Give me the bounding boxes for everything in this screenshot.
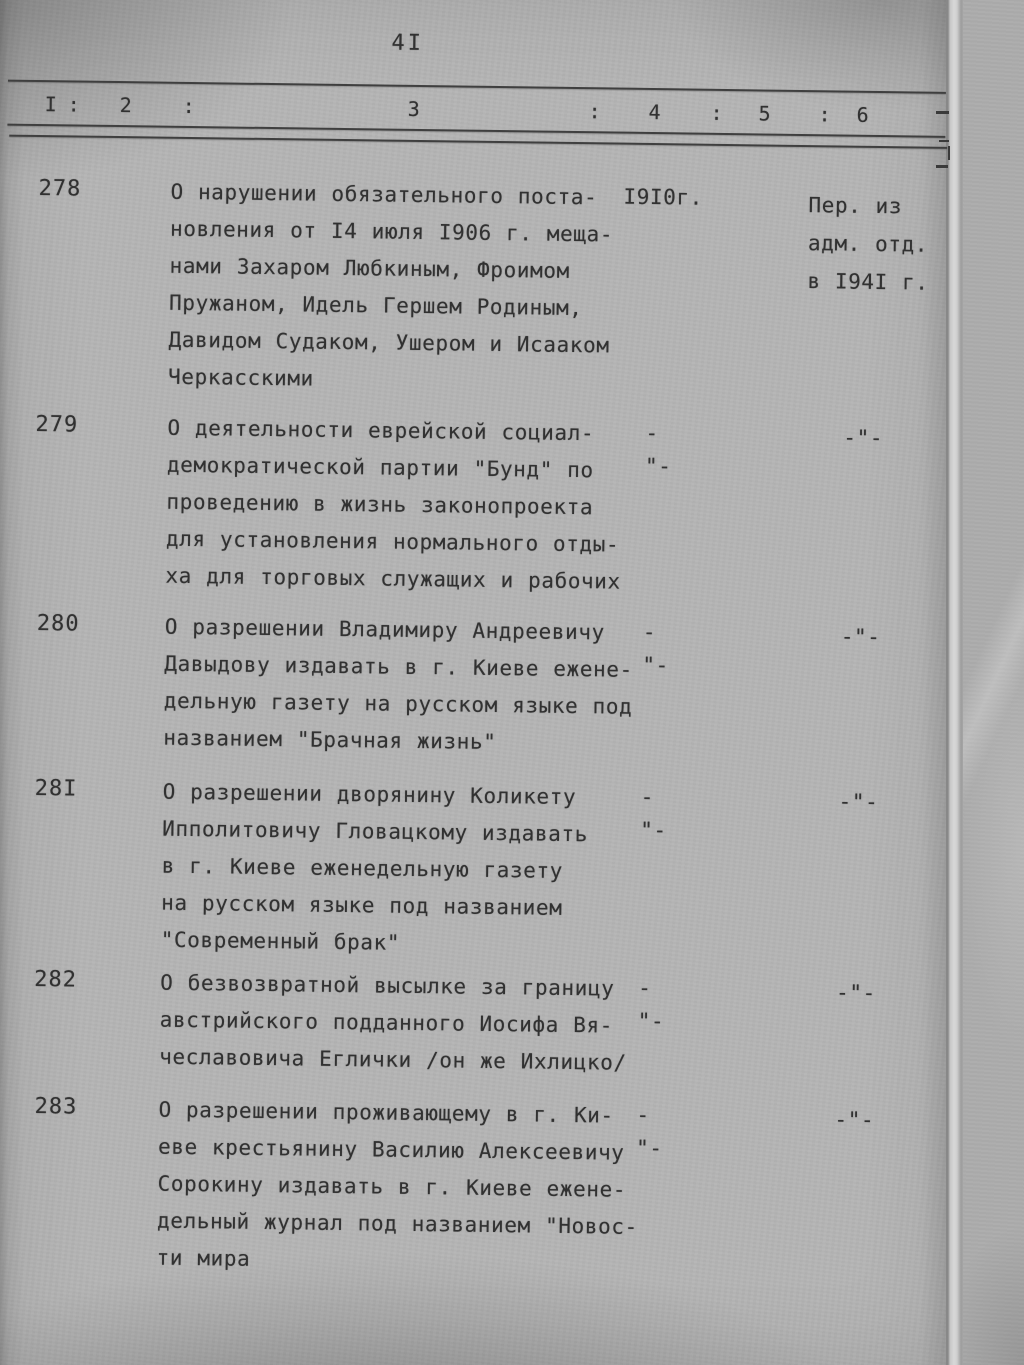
entry-description-line: ха для торговых служащих и рабочих — [165, 563, 621, 594]
entry-note-line: адм. отд. — [807, 231, 929, 257]
entry-number: 280 — [36, 611, 80, 637]
table-header-bottom-rule-2 — [9, 135, 947, 149]
entry-note-ditto: -"- — [835, 980, 877, 1006]
entry-description-line: О деятельности еврейской социал- — [167, 415, 595, 446]
entry-description-line: "Современный брак" — [160, 927, 401, 955]
entry-description — [156, 1092, 639, 1283]
entry-description-line: Давыдову издавать в г. Киеве ежене- — [164, 651, 634, 682]
entry-date-ditto: -"- — [642, 619, 670, 678]
header-column-3: 3 — [407, 96, 420, 121]
entry-note-line: Пер. из — [808, 193, 903, 219]
entry-description-line: чеславовича Еглички /он же Ихлицко/ — [159, 1044, 627, 1075]
entry-description — [161, 774, 589, 965]
entry-description-line: новления от I4 июля I906 г. меща- — [169, 216, 614, 247]
header-column-separator: : — [818, 102, 831, 127]
edge-tick — [948, 146, 950, 160]
entry-date: I9I0г. — [623, 184, 704, 210]
entry-description-line: в г. Киеве еженедельную газету — [161, 853, 564, 883]
entry-note — [836, 974, 876, 1013]
entry-description-line: О безвозвратной высылке за границу — [160, 970, 615, 1001]
edge-tick — [936, 165, 948, 168]
header-column-separator: : — [588, 99, 601, 124]
entry-description-line: Сорокину издавать в г. Киеве ежене- — [157, 1171, 627, 1202]
entry-date-ditto: -"- — [644, 420, 672, 479]
entry-note — [838, 783, 878, 822]
page-number: 4I — [391, 30, 425, 57]
header-column-I: I — [44, 92, 57, 117]
header-column-6: 6 — [856, 102, 869, 127]
entry-description-line: австрийского подданного Иосифа Вя- — [159, 1007, 614, 1038]
entry-note-ditto: -"- — [840, 624, 881, 650]
edge-tick — [939, 140, 949, 142]
page-edge — [946, 0, 963, 1365]
header-column-separator: : — [710, 100, 723, 125]
entry-note — [807, 186, 930, 302]
entry-description-line: ти мира — [156, 1245, 251, 1271]
header-column-4: 4 — [648, 99, 661, 125]
entry-number: 283 — [34, 1094, 78, 1120]
entry-number: 28I — [34, 775, 78, 802]
entry-description-line: Черкасскими — [167, 364, 314, 391]
edge-tick — [936, 111, 949, 114]
entry-note — [834, 1100, 874, 1139]
entry-description-line: проведению в жизнь законопроекта — [166, 489, 594, 520]
entry-description-line: еве крестьянину Василию Алексеевичу — [157, 1134, 625, 1165]
entry-description-line: Давидом Судаком, Ушером и Исааком — [168, 327, 610, 358]
backing-sheet — [963, 0, 1024, 1365]
entry-number: 278 — [38, 175, 82, 202]
entry-description-line: О нарушении обязательного поста- — [170, 179, 598, 210]
entry-description — [159, 965, 628, 1082]
entry-description-line: нами Захаром Любкиным, Фроимом — [169, 253, 570, 283]
table-header-row — [0, 91, 950, 129]
entry-description-line: названием "Брачная жизнь" — [163, 725, 497, 755]
header-column-5: 5 — [758, 101, 771, 126]
entry-description-line: демократической партии "Бунд" по — [166, 452, 594, 483]
entry-description-line: дельную газету на русском языке под — [163, 688, 633, 719]
entry-description-line: Пружаном, Идель Гершем Родиным, — [168, 290, 583, 321]
header-column-2: 2 — [119, 93, 132, 118]
entry-description-line: О разрешении Владимиру Андреевичу — [164, 614, 606, 645]
entry-note-ditto: -"- — [838, 789, 879, 815]
entry-description-line: на русском языке под названием — [161, 890, 563, 920]
table-top-rule — [8, 80, 946, 94]
entry-note — [843, 419, 883, 458]
entry-description-line: Ипполитовичу Гловацкому издавать — [162, 816, 589, 847]
entry-description — [163, 609, 633, 763]
entry-description-line: дельный журнал под названием "Новос- — [156, 1208, 638, 1239]
entry-description-line: О разрешении проживающему в г. Ки- — [158, 1097, 614, 1128]
entry-note — [841, 618, 881, 657]
entry-note-ditto: -"- — [843, 425, 884, 451]
entry-number: 282 — [34, 967, 78, 993]
entry-description — [165, 410, 623, 601]
entry-description-line: О разрешении дворянину Коликету — [162, 779, 577, 810]
entry-note-ditto: -"- — [834, 1107, 875, 1133]
entry-description — [168, 174, 614, 402]
header-column-separator: : — [182, 93, 195, 119]
entry-number: 279 — [35, 411, 79, 438]
entry-date-ditto: -"- — [637, 975, 665, 1034]
entry-note-line: в I94I г. — [807, 269, 929, 295]
header-column-separator: : — [67, 92, 80, 117]
entry-date-ditto: -"- — [635, 1102, 663, 1161]
entry-date-ditto: -"- — [640, 784, 667, 843]
entry-description-line: для установления нормального отды- — [165, 526, 620, 557]
